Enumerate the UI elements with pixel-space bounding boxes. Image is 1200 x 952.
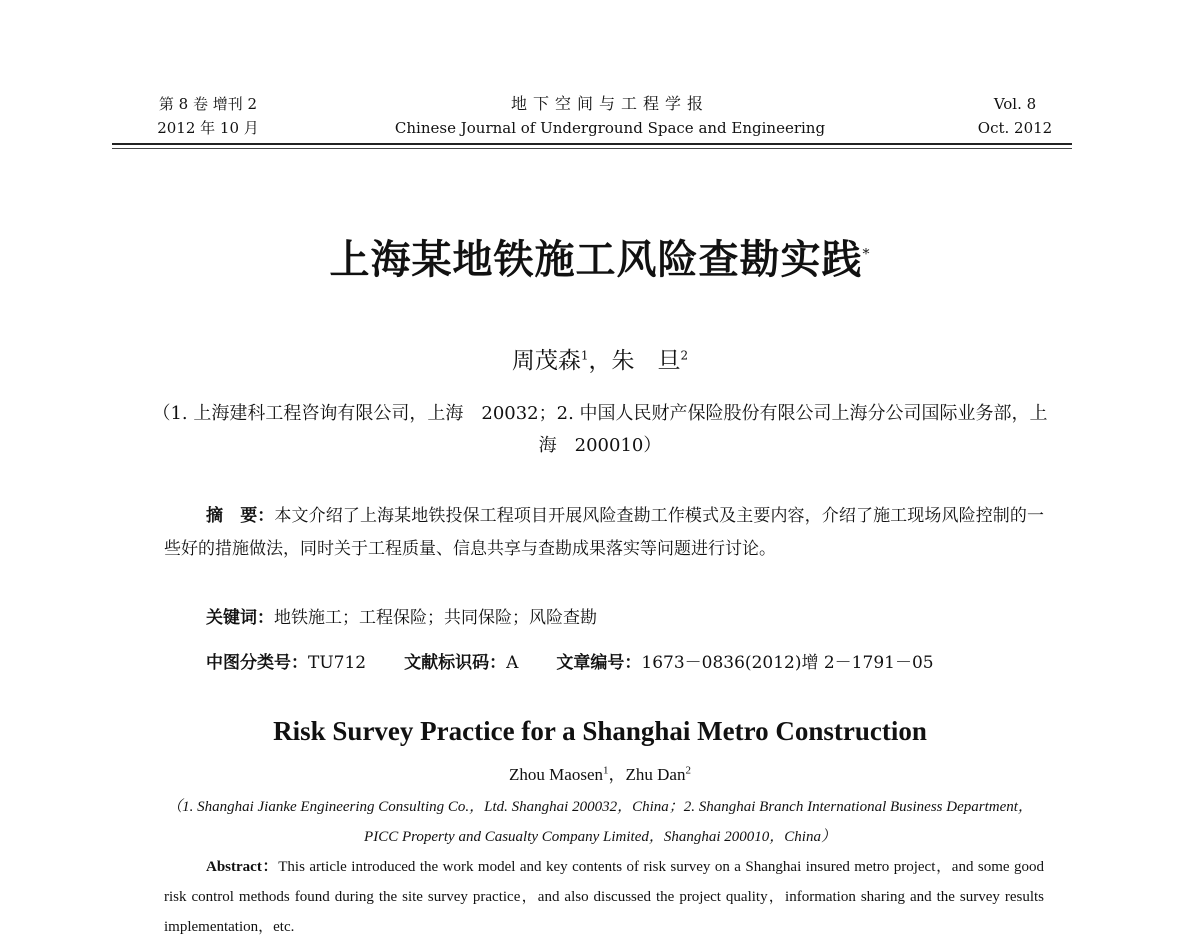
keywords-cn: [206, 603, 1046, 633]
journal-title-en: Chinese Journal of Underground Space and Engineering: [394, 119, 826, 137]
header-date-cn: 2012 年 10 月: [157, 119, 259, 137]
author-en-separator: ，: [608, 765, 626, 784]
author-1-en: Zhou Maosen: [509, 765, 603, 784]
author-2-en: Zhu Dan: [625, 765, 686, 784]
header-rule-thin: [112, 148, 1072, 149]
header-date-en: Oct. 2012: [977, 119, 1053, 137]
abstract-cn-text: 本文介绍了上海某地铁投保工程项目开展风险查勘工作模式及主要内容，介绍了施工现场风险控制的一些好的措施做法，同时关于工程质量、信息共享与查勘成果落实等问题进行讨论。: [164, 506, 1045, 559]
doc-code-value: A: [506, 653, 519, 673]
header-volume-cn: 第 8 卷 增刊 2: [158, 95, 258, 113]
author-1-en-affil-mark: 1: [603, 764, 609, 777]
header-volume-en: Vol. 8: [993, 95, 1037, 113]
clc-label: 中图分类号：: [206, 653, 308, 673]
clc-value: TU712: [308, 653, 367, 673]
author-2-en-affil-mark: 2: [685, 764, 691, 777]
paper-title-en: Risk Survey Practice for a Shanghai Metro Construction: [273, 716, 927, 746]
author-2-affil-mark: 2: [680, 348, 689, 363]
abstract-en: [164, 852, 1044, 942]
header-issue-info: [118, 92, 298, 140]
abstract-cn-label: 摘 要：: [206, 506, 275, 526]
author-2-cn: 朱 旦: [611, 348, 681, 374]
doc-code-label: 文献标识码：: [404, 653, 507, 673]
paper-title-cn: [0, 228, 1200, 285]
header-rule-thick: [112, 143, 1072, 145]
author-1-cn: 周茂森: [511, 348, 581, 374]
classification-line: [206, 648, 1066, 678]
header-issue-info-en: [945, 92, 1085, 140]
article-number-value: 1673－0836(2012)增 2－1791－05: [641, 653, 934, 673]
article-number-label: 文章编号：: [556, 653, 642, 673]
title-footnote-mark: *: [862, 246, 871, 263]
paper-title-cn-text: 上海某地铁施工风险查勘实践: [329, 236, 863, 283]
abstract-cn: [164, 500, 1044, 566]
author-1-affil-mark: 1: [580, 348, 589, 363]
keywords-cn-text: 地铁施工；工程保险；共同保险；风险查勘: [274, 608, 597, 628]
author-separator: ，: [588, 348, 612, 374]
abstract-en-label: Abstract：: [206, 859, 279, 875]
affiliation-cn: （1. 上海建科工程咨询有限公司，上海 20032；2. 中国人民财产保险股份有限公司上海分公司国际业务部，上海 200010）: [152, 403, 1048, 456]
authors-en: [0, 760, 1200, 785]
journal-title-cn: 地下空间与工程学报: [510, 94, 709, 113]
abstract-en-text: This article introduced the work model and key contents of risk survey on a Shanghai insured metro project，and some good risk control methods found during the site survey practice，and also discussed the project quality，information sharing and the survey results implementation，etc.: [164, 859, 1045, 935]
header-journal: [380, 92, 840, 140]
affiliation-en: （1. Shanghai Jianke Engineering Consulting Co.，Ltd. Shanghai 200032，China；2. Shanghai Branch International Business Department，PICC Property and Casualty Company Limited，Shanghai 200010，China）: [167, 799, 1033, 845]
authors-cn: [0, 342, 1200, 375]
keywords-cn-label: 关键词：: [206, 608, 274, 628]
